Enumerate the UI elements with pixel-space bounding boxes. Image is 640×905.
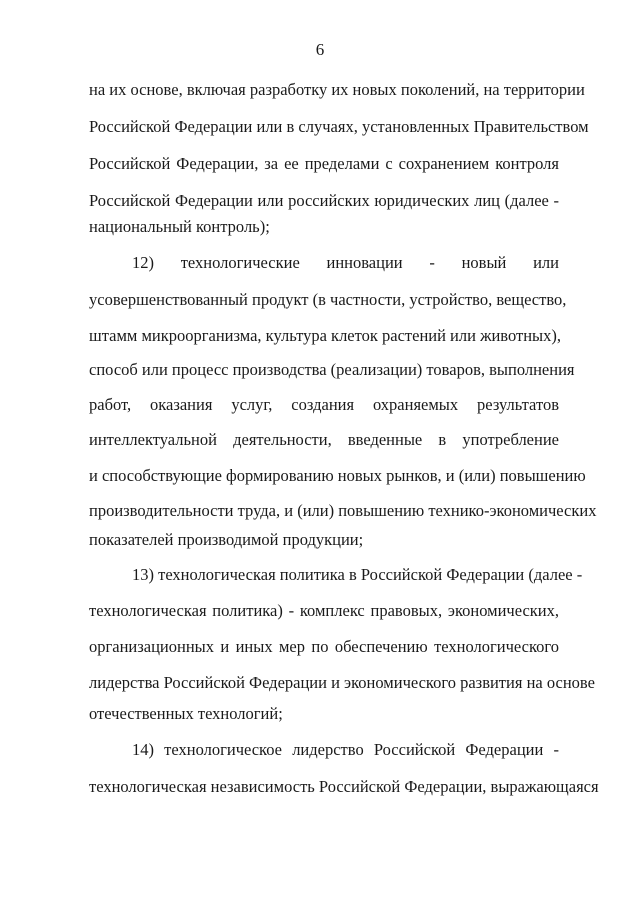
paragraph-14-start: 14) технологическое лидерство Российской Федерации - xyxy=(132,740,559,759)
page-number: 6 xyxy=(315,40,325,59)
text-line: национальный контроль); xyxy=(89,217,270,236)
text-line: Российской Федерации или российских юридических лиц (далее - xyxy=(89,191,559,210)
text-line: Российской Федерации или в случаях, установленных Правительством xyxy=(89,117,589,136)
text-line: Российской Федерации, за ее пределами с сохранением контроля xyxy=(89,154,559,173)
text-line: усовершенствованный продукт (в частности, устройство, вещество, xyxy=(89,290,567,309)
text-line: производительности труда, и (или) повышению технико-экономических xyxy=(89,501,597,520)
text-line: технологическая независимость Российской Федерации, выражающаяся xyxy=(89,777,599,796)
text-line: интеллектуальной деятельности, введенные в употребление xyxy=(89,430,559,449)
paragraph-12-start: 12) технологические инновации - новый или xyxy=(132,253,559,272)
text-line: работ, оказания услуг, создания охраняемых результатов xyxy=(89,395,559,414)
text-line: организационных и иных мер по обеспечению технологического xyxy=(89,637,559,656)
text-line: на их основе, включая разработку их новых поколений, на территории xyxy=(89,80,585,99)
text-line: способ или процесс производства (реализации) товаров, выполнения xyxy=(89,360,575,379)
text-line: отечественных технологий; xyxy=(89,704,283,723)
text-line: лидерства Российской Федерации и экономического развития на основе xyxy=(89,673,595,692)
text-line: штамм микроорганизма, культура клеток растений или животных), xyxy=(89,326,562,345)
text-line: показателей производимой продукции; xyxy=(89,530,364,549)
text-line: технологическая политика) - комплекс правовых, экономических, xyxy=(89,601,559,620)
paragraph-13-start: 13) технологическая политика в Российской Федерации (далее - xyxy=(132,565,583,584)
text-line: и способствующие формированию новых рынков, и (или) повышению xyxy=(89,466,586,485)
